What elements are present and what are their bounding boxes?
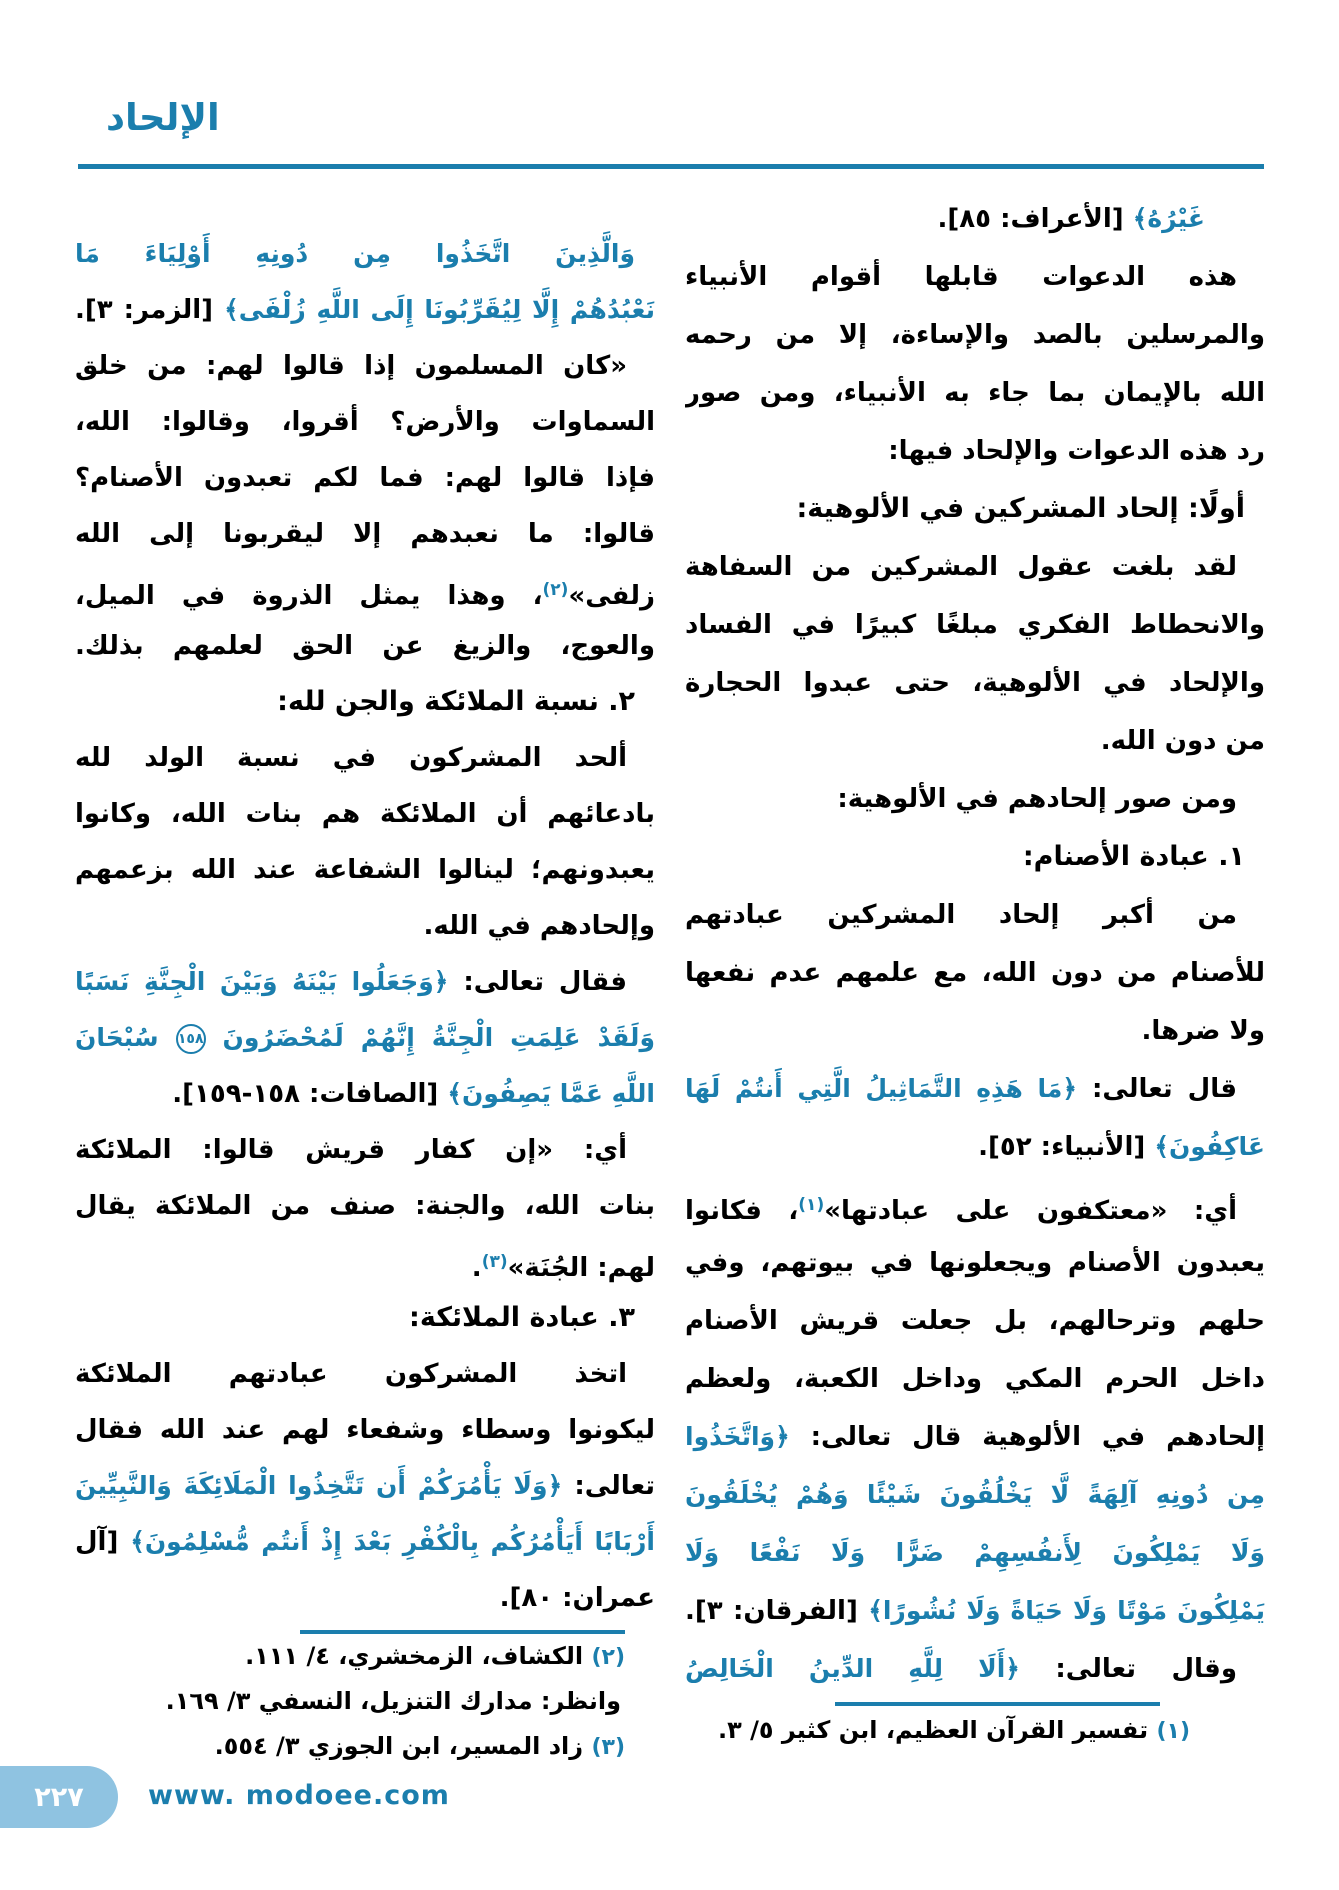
text-line (685, 364, 1265, 422)
body-text: [آل (75, 1527, 131, 1557)
footnote-marker: (٢) (591, 1645, 625, 1670)
quran-text: سُبْحَانَ (75, 1023, 176, 1052)
section-heading-text: ٢. نسبة الملائكة والجن لله: (277, 686, 635, 717)
quran-text: مِن دُونِهِ آلِهَةً لَّا يَخْلُقُونَ شَيْئًا وَهُمْ يُخْلَقُونَ (685, 1480, 1265, 1509)
text-line (685, 1582, 1265, 1640)
body-text: ألحد المشركون في نسبة الولد لله (75, 743, 627, 773)
body-text: [الفرقان: ٣]. (685, 1596, 869, 1626)
body-text: والمرسلين بالصد والإساءة، إلا من رحمه (685, 320, 1265, 350)
body-text: بنات الله، والجنة: صنف من الملائكة يقال (75, 1191, 655, 1221)
body-text: ليكونوا وسطاء وشفعاء لهم عند الله فقال (75, 1415, 655, 1445)
body-text: يعبدون الأصنام ويجعلونها في بيوتهم، وفي (685, 1248, 1265, 1278)
body-text: الله بالإيمان بما جاء به الأنبياء، ومن صور (685, 378, 1265, 408)
text-line (75, 1010, 655, 1066)
text-line (75, 1724, 655, 1769)
body-text: فإذا قالوا لهم: فما لكم تعبدون الأصنام؟ (75, 463, 655, 493)
text-line (685, 248, 1265, 306)
text-line (75, 1402, 655, 1458)
text-line (685, 1350, 1265, 1408)
body-text: ومن صور إلحادهم في الألوهية: (837, 784, 1237, 814)
body-text: وانظر: مدارك التنزيل، النسفي ٣/ ١٦٩. (165, 1687, 621, 1715)
body-text: . (471, 1253, 482, 1283)
text-line (75, 282, 655, 338)
body-text: رد هذه الدعوات والإلحاد فيها: (888, 436, 1265, 466)
body-text: ، وهذا يمثل الذروة في الميل، (75, 581, 543, 611)
footnote-marker: (٣) (591, 1735, 625, 1760)
body-text: حلهم وترحالهم، بل جعلت قريش الأصنام (685, 1306, 1265, 1336)
text-line (75, 338, 655, 394)
text-line (685, 1466, 1265, 1524)
text-line (685, 1640, 1265, 1698)
body-text: إلحادهم في الألوهية قال تعالى: (789, 1422, 1265, 1452)
quran-text: اللَّهِ عَمَّا يَصِفُونَ﴾ (447, 1079, 655, 1108)
text-line (685, 828, 1265, 886)
text-line (685, 712, 1265, 770)
page-number-badge (0, 1766, 118, 1828)
text-line (75, 226, 655, 282)
body-text: بادعائهم أن الملائكة هم بنات الله، وكانوا (75, 799, 655, 829)
text-line (75, 730, 655, 786)
section-heading-text: ٣. عبادة الملائكة: (409, 1302, 635, 1333)
column-right (685, 190, 1265, 1698)
header-divider (78, 164, 1264, 169)
body-text: السماوات والأرض؟ أقروا، وقالوا: الله، (75, 407, 655, 437)
text-line (685, 886, 1265, 944)
body-text: لهم: الجُنَة» (507, 1253, 655, 1283)
body-text: يعبدونهم؛ لينالوا الشفاعة عند الله بزعمهم (75, 855, 655, 885)
text-line (75, 1178, 655, 1234)
body-text: لقد بلغت عقول المشركين من السفاهة (685, 552, 1237, 582)
footnote-marker: (١) (1156, 1719, 1190, 1744)
text-line (685, 770, 1265, 828)
body-text: تعالى: (562, 1471, 655, 1501)
body-text: «كان المسلمون إذا قالوا لهم: من خلق (75, 351, 627, 381)
quran-text: وَلَقَدْ عَلِمَتِ الْجِنَّةُ إِنَّهُمْ لَمُحْضَرُونَ (205, 1023, 655, 1052)
text-line (75, 898, 655, 954)
text-line (685, 1060, 1265, 1118)
text-line (685, 306, 1265, 364)
text-line (75, 1234, 655, 1290)
footnotes-right (685, 1708, 1265, 1753)
body-text: [الأنبياء: ٥٢]. (978, 1132, 1155, 1162)
text-line (75, 954, 655, 1010)
quran-text: يَمْلِكُونَ مَوْتًا وَلَا حَيَاةً وَلَا نُشُورًا﴾ (868, 1596, 1265, 1625)
body-text: فقال تعالى: (448, 967, 627, 997)
text-line (75, 1290, 655, 1346)
quran-text: ﴿مَا هَذِهِ التَّمَاثِيلُ الَّتِي أَنتُمْ لَهَا (685, 1074, 1077, 1103)
body-text: [الزمر: ٣]. (75, 295, 225, 325)
verse-number-ornament: ١٥٨ (176, 1024, 206, 1054)
text-line (685, 1176, 1265, 1234)
quran-text: ﴿وَجَعَلُوا بَيْنَهُ وَبَيْنَ الْجِنَّةِ نَسَبًا (75, 967, 449, 996)
section-heading-text: أولًا: إلحاد المشركين في الألوهية: (796, 493, 1245, 524)
text-line (75, 506, 655, 562)
quran-text: عَاكِفُونَ﴾ (1154, 1132, 1265, 1161)
footnote-marker: (١) (798, 1195, 825, 1215)
body-text: ، فكانوا (685, 1196, 799, 1226)
text-line (75, 842, 655, 898)
body-text: من دون الله. (1100, 726, 1265, 756)
column-left (75, 226, 655, 1626)
text-line (685, 538, 1265, 596)
body-text: وقال تعالى: (1019, 1654, 1237, 1684)
footnote-marker: (٣) (481, 1252, 508, 1272)
text-line (685, 1524, 1265, 1582)
quran-text: نَعْبُدُهُمْ إِلَّا لِيُقَرِّبُونَا إِلَى اللَّهِ زُلْفَى﴾ (224, 295, 655, 324)
body-text: [الأعراف: ٨٥]. (937, 204, 1133, 234)
body-text: زلفى» (568, 581, 655, 611)
text-line (75, 618, 655, 674)
body-text: أي: «معتكفون على عبادتها» (824, 1196, 1237, 1226)
text-line (685, 596, 1265, 654)
text-line (75, 1679, 655, 1724)
footnote-marker: (٢) (542, 580, 569, 600)
quran-text: وَالَّذِينَ اتَّخَذُوا مِن دُونِهِ أَوْلِيَاءَ مَا (75, 239, 635, 268)
text-line (685, 480, 1265, 538)
body-text: قالوا: ما نعبدهم إلا ليقربونا إلى الله (75, 519, 655, 549)
text-line (75, 394, 655, 450)
text-line (685, 190, 1265, 248)
quran-text: ﴿وَاتَّخَذُوا (685, 1422, 790, 1451)
text-line (685, 1708, 1265, 1753)
text-line (685, 944, 1265, 1002)
text-line (75, 786, 655, 842)
text-line (75, 1634, 655, 1679)
text-line (685, 1234, 1265, 1292)
quran-text: وَلَا يَمْلِكُونَ لِأَنفُسِهِمْ ضَرًّا وَلَا نَفْعًا وَلَا (685, 1538, 1265, 1567)
page-title: الإلحاد (106, 96, 220, 139)
footnotes-left (75, 1634, 655, 1769)
body-text: أي: «إن كفار قريش قالوا: الملائكة (75, 1135, 627, 1165)
body-text: من أكبر إلحاد المشركين عبادتهم (685, 900, 1237, 930)
text-line (75, 1514, 655, 1570)
body-text: [الصافات: ١٥٨-١٥٩]. (172, 1079, 448, 1109)
text-line (685, 654, 1265, 712)
body-text: تفسير القرآن العظيم، ابن كثير ٥/ ٣. (717, 1716, 1157, 1744)
quran-text: غَيْرُهُ﴾ (1132, 204, 1205, 233)
body-text: للأصنام من دون الله، مع علمهم عدم نفعها (685, 958, 1265, 988)
text-line (75, 1458, 655, 1514)
body-text: والإلحاد في الألوهية، حتى عبدوا الحجارة (685, 668, 1265, 698)
body-text: وإلحادهم في الله. (423, 911, 655, 941)
text-line (75, 1122, 655, 1178)
text-line (685, 1292, 1265, 1350)
text-line (75, 1570, 655, 1626)
quran-text: أَرْبَابًا أَيَأْمُرُكُم بِالْكُفْرِ بَعْدَ إِذْ أَنتُم مُّسْلِمُونَ﴾ (130, 1527, 655, 1556)
text-line (685, 1118, 1265, 1176)
page-number: ٢٢٧ (34, 1781, 84, 1813)
quran-text: ﴿أَلَا لِلَّهِ الدِّينُ الْخَالِصُ (685, 1654, 1020, 1683)
body-text: قال تعالى: (1077, 1074, 1238, 1104)
footnote-divider-right (835, 1702, 1160, 1706)
body-text: ولا ضرها. (1141, 1016, 1265, 1046)
quran-text: ﴿وَلَا يَأْمُرَكُمْ أَن تَتَّخِذُوا الْمَلَائِكَةَ وَالنَّبِيِّينَ (75, 1471, 563, 1500)
body-text: اتخذ المشركون عبادتهم الملائكة (75, 1359, 627, 1389)
text-line (685, 1002, 1265, 1060)
text-line (685, 1408, 1265, 1466)
text-line (75, 1346, 655, 1402)
text-line (75, 674, 655, 730)
body-text: عمران: ٨٠]. (499, 1583, 655, 1613)
section-heading-text: ١. عبادة الأصنام: (1022, 841, 1245, 872)
body-text: هذه الدعوات قابلها أقوام الأنبياء (685, 262, 1237, 292)
body-text: الكشاف، الزمخشري، ٤/ ١١١. (245, 1642, 592, 1670)
body-text: والعوج، والزيغ عن الحق لعلمهم بذلك. (75, 631, 655, 661)
body-text: زاد المسير، ابن الجوزي ٣/ ٥٥٤. (214, 1732, 592, 1760)
body-text: داخل الحرم المكي وداخل الكعبة، ولعظم (685, 1364, 1265, 1394)
text-line (75, 1066, 655, 1122)
text-line (685, 422, 1265, 480)
text-line (75, 562, 655, 618)
body-text: والانحطاط الفكري مبلغًا كبيرًا في الفساد (685, 610, 1265, 640)
website-link[interactable]: www. modoee.com (148, 1780, 450, 1811)
text-line (75, 450, 655, 506)
